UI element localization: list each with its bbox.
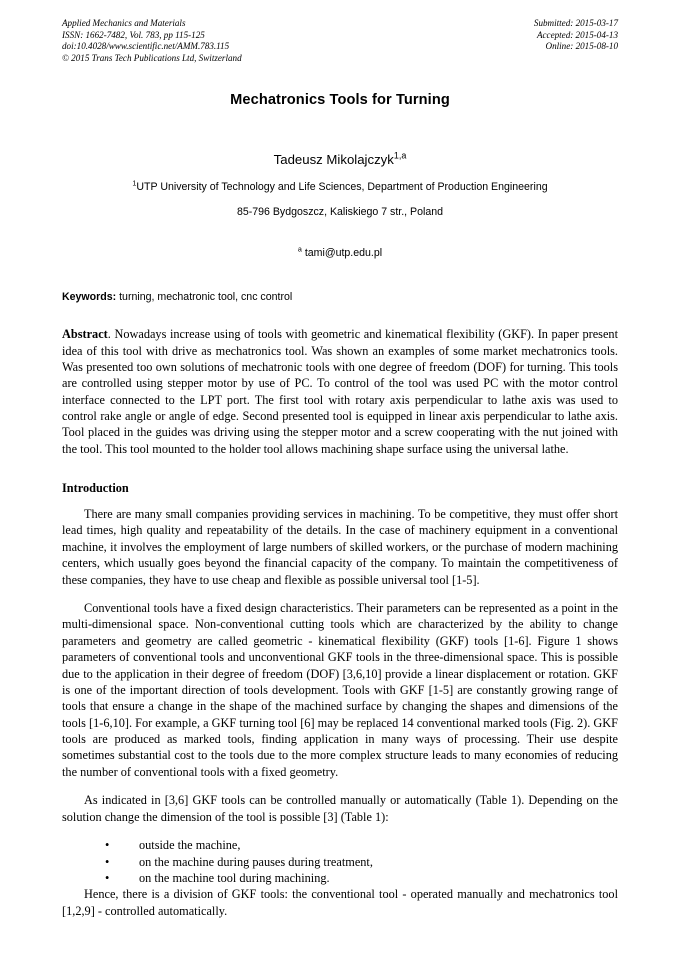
journal-doi: doi:10.4028/www.scientific.net/AMM.783.115 (62, 41, 230, 52)
email-superscript: a (297, 244, 302, 254)
list-item-label: outside the machine, (139, 838, 241, 853)
list-item-label: on the machine tool during machining. (139, 870, 330, 885)
date-online: Online: 2015-08-10 (545, 41, 618, 52)
keywords (62, 291, 618, 303)
list-item (62, 870, 618, 886)
author-name-text: Tadeusz Mikolajczyk (273, 152, 394, 168)
list-item-label: on the machine during pauses during treatment, (139, 854, 373, 869)
affiliation (62, 178, 618, 194)
page-title: Mechatronics Tools for Turning (230, 92, 450, 109)
keywords-values: turning, mechatronic tool, cnc control (116, 291, 293, 304)
affiliation-text: UTP University of Technology and Life Sciences, Department of Production Engineering (136, 181, 548, 194)
email-address: tami@utp.edu.pl (304, 247, 383, 260)
author-email (62, 244, 618, 260)
author-name (62, 152, 618, 167)
bullet-icon: • (105, 870, 110, 885)
intro-paragraph-2: Conventional tools have a fixed design characteristics. Their parameters can be represented as a point in the multi-dimensional space. Non-conventional cutting tools which are characterized by the ability to change parameters and geometry are called geometric - kinematical flexibility (GKF) tools [1-6]. Figure 1 shows parameters of conventional tools and unconventional GKF tools in the three-dimensional space. This is possible due to the application in their degree of freedom (DOF) [3,6,10] provide a linear displacement or rotation. GKF is one of the important direction of tools development. Tools with GKF [1-5] are constantly growing range of tools that ensure a change in the shape of the machined surface by changing the shapes and dimensions of the tools [1-6,10]. For example, a GKF turning tool [6] may be replaced 14 conventional marked tools (Fig. 2). GKF tools are produced as marked tools, finding application in many ways of processing. Their use despite sometimes substantial cost to the tools due to the more complex structure leads to many economies of reducing the number of conventional tools with a fixed geometry. (62, 601, 618, 779)
journal-copyright: © 2015 Trans Tech Publications Ltd, Switzerland (62, 52, 242, 63)
intro-closing-paragraph: Hence, there is a division of GKF tools: the conventional tool - operated manually and mechatronics tool [1,2,9] - controlled automatically. (62, 887, 618, 918)
date-accepted: Accepted: 2015-04-13 (536, 29, 618, 40)
bullet-icon: • (105, 838, 110, 853)
keywords-label: Keywords: (62, 291, 117, 304)
control-options-list (62, 837, 618, 886)
document-content (62, 18, 618, 931)
section-heading-introduction: Introduction (62, 481, 129, 496)
abstract-text: . Nowadays increase using of tools with geometric and kinematical flexibility (GKF). In paper present idea of this tool with drive as mechatronics tool. Was shown an examples of some market mechatronics tools. Was presented too own solutions of mechatronic tools with one degree of freedom (DOF) for turning. This tools are controlled using stepper motor by use of PC. To control of the tool was used PC with the motor control interface connected to the LPT port. The first tool with rotary axis perpendicular to lathe axis was used to control rake angle or angle of edge. Second presented tool is equipped in linear axis perpendicular to lathe axis. Tool placed in the guides was driving using the stepper motor and a screw cooperating with the nut joined with the tool. This tool mounted to the holder tool allows machining shape surface using the universal lathe. (62, 327, 618, 456)
intro-paragraph-3: As indicated in [3,6] GKF tools can be controlled manually or automatically (Table 1). Depending on the solution change the dimension of the tool is possible [3] (Table 1): (62, 793, 618, 824)
date-submitted: Submitted: 2015-03-17 (533, 18, 618, 28)
journal-dates-right (534, 18, 618, 53)
affiliation-address: 85-796 Bydgoszcz, Kaliskiego 7 str., Poland (236, 206, 444, 219)
list-item (62, 837, 618, 853)
journal-info-left (62, 18, 242, 64)
author-superscript: 1,a (393, 150, 407, 161)
journal-header (62, 18, 618, 64)
abstract-label: Abstract (62, 327, 108, 342)
affiliation-superscript: 1 (132, 178, 137, 188)
journal-name: Applied Mechanics and Materials (62, 18, 186, 28)
journal-issn: ISSN: 1662-7482, Vol. 783, pp 115-125 (62, 29, 205, 40)
intro-paragraph-1: There are many small companies providing services in machining. To be competitive, they must offer short lead times, high quality and repeatability of the details. In the case of machinery equipment in a conventional machine, it involves the employment of large numbers of skilled workers, or the purchase of modern machining centers, which usually goes beyond the financial capacity of the company. To maintain the competitiveness of these companies, they have to use cheap and flexible as possible universal tool [1-5]. (62, 507, 618, 587)
list-item (62, 854, 618, 870)
abstract (62, 326, 618, 457)
bullet-icon: • (105, 854, 110, 869)
